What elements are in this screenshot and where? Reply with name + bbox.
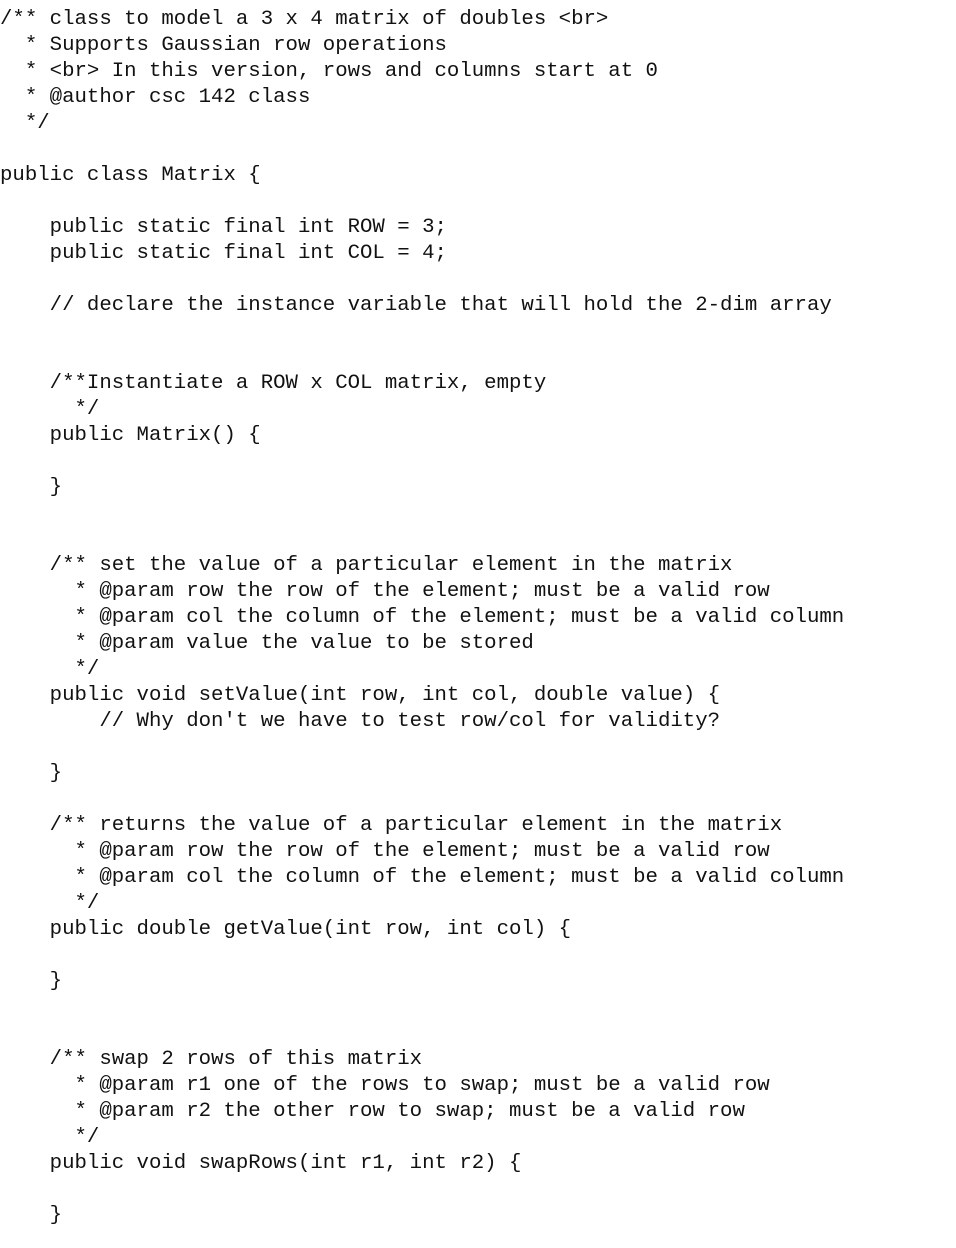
code-line-3: * <br> In this version, rows and columns start at 0 [0, 60, 658, 83]
code-line-25: * @param value the value to be stored [0, 632, 534, 655]
code-line-23: * @param row the row of the element; must be a valid row [0, 580, 770, 603]
code-line-40 [0, 1021, 844, 1047]
code-line-9: public static final int ROW = 3; [0, 216, 447, 239]
code-line-38: } [0, 970, 63, 993]
code-line-12: // declare the instance variable that will hold the 2-dim array [0, 294, 832, 317]
code-line-5: */ [0, 112, 50, 135]
code-line-10: public static final int COL = 4; [0, 242, 447, 265]
code-line-2: * Supports Gaussian row operations [0, 34, 447, 57]
code-line-36: public double getValue(int row, int col) { [0, 918, 572, 941]
code-line-37 [0, 943, 844, 969]
code-line-14 [0, 345, 844, 371]
code-line-32: /** returns the value of a particular element in the matrix [0, 814, 783, 837]
code-line-8 [0, 189, 844, 215]
code-line-21 [0, 527, 844, 553]
code-line-33: * @param row the row of the element; must be a valid row [0, 840, 770, 863]
code-line-22: /** set the value of a particular element in the matrix [0, 554, 733, 577]
code-line-29 [0, 735, 844, 761]
code-line-19: } [0, 476, 63, 499]
code-line-45: public void swapRows(int r1, int r2) { [0, 1152, 522, 1175]
code-line-11 [0, 267, 844, 293]
code-line-1: /** class to model a 3 x 4 matrix of doubles <br> [0, 8, 609, 31]
code-line-46 [0, 1177, 844, 1203]
code-line-15: /**Instantiate a ROW x COL matrix, empty [0, 372, 547, 395]
code-line-43: * @param r2 the other row to swap; must be a valid row [0, 1100, 745, 1123]
code-line-27: public void setValue(int row, int col, double value) { [0, 684, 721, 707]
code-line-13 [0, 319, 844, 345]
code-line-30: } [0, 762, 63, 785]
code-line-20 [0, 501, 844, 527]
code-line-39 [0, 995, 844, 1021]
code-line-26: */ [0, 658, 100, 681]
code-line-16: */ [0, 398, 100, 421]
code-line-42: * @param r1 one of the rows to swap; must be a valid row [0, 1074, 770, 1097]
code-line-31 [0, 787, 844, 813]
code-line-47: } [0, 1204, 63, 1227]
code-line-28: // Why don't we have to test row/col for validity? [0, 710, 721, 733]
code-line-18 [0, 449, 844, 475]
code-line-7: public class Matrix { [0, 164, 261, 187]
code-line-35: */ [0, 892, 100, 915]
code-line-24: * @param col the column of the element; must be a valid column [0, 606, 845, 629]
code-line-34: * @param col the column of the element; must be a valid column [0, 866, 845, 889]
code-line-4: * @author csc 142 class [0, 86, 311, 109]
code-line-41: /** swap 2 rows of this matrix [0, 1048, 423, 1071]
code-listing [0, 7, 844, 1229]
code-line-6 [0, 137, 844, 163]
code-line-44: */ [0, 1126, 100, 1149]
code-line-17: public Matrix() { [0, 424, 261, 447]
